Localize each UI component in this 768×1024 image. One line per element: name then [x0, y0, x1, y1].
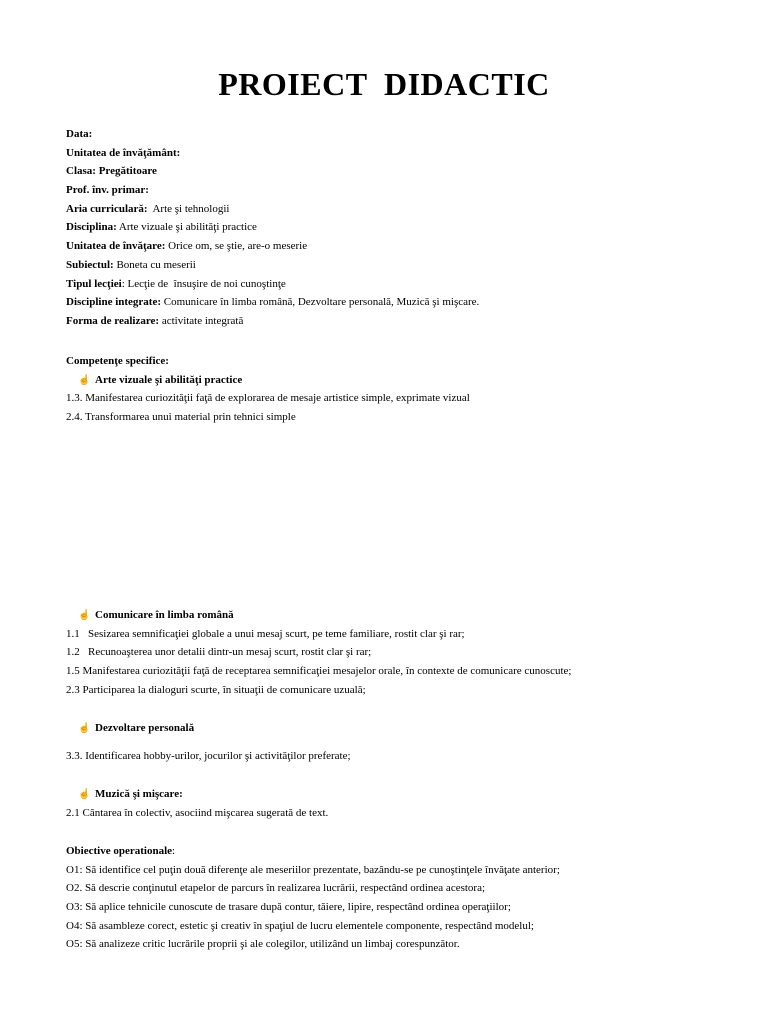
comunicare-section [66, 606, 726, 699]
list-item: 1.1 Sesizarea semnificaţiei globale a unui mesaj scurt, pe teme familiare, rostit clar şi rar; [66, 627, 465, 640]
field-clasa: Clasa: Pregătitoare [66, 165, 157, 178]
pointing-hand-icon: ☝ [78, 374, 91, 386]
field-tipul-lectiei: Tipul lecţiei: Lecţie de însuşire de noi cunoştinţe [66, 277, 286, 290]
comunicare-heading: ☝ Comunicare în limba română [66, 606, 726, 625]
obiective-heading: Obiective operationale: [66, 845, 176, 857]
field-prof: Prof. înv. primar: [66, 184, 149, 197]
page-title: PROIECT DIDACTIC [218, 66, 550, 102]
competente-heading: Competenţe specifice: [66, 355, 169, 367]
dezvoltare-items [66, 747, 726, 766]
field-forma-realizare: Forma de realizare: activitate integrată [66, 314, 244, 327]
muzica-section [66, 785, 726, 822]
field-aria: Aria curriculară: Arte şi tehnologii [66, 202, 230, 215]
competente-section [66, 352, 726, 427]
header-fields [66, 125, 726, 331]
field-subiectul: Subiectul: Boneta cu meserii [66, 258, 196, 271]
field-unitatea: Unitatea de învăţământ: [66, 146, 181, 159]
list-item: O4: Să asambleze corect, estetic şi creativ în spaţiul de lucru elementele componente, respectând modelul; [66, 919, 534, 932]
muzica-heading: ☝ Muzică şi mişcare: [66, 785, 726, 804]
pointing-hand-icon: ☝ [78, 610, 91, 621]
list-item: 2.1 Cântarea în colectiv, asociind mişcarea sugerată de text. [66, 806, 329, 819]
list-item: 2.4. Transformarea unui material prin tehnici simple [66, 411, 296, 424]
list-item: O2. Să descrie conţinutul etapelor de parcurs în realizarea lucrării, respectând ordinea acestora; [66, 882, 486, 895]
list-item: 2.3 Participarea la dialoguri scurte, în situaţii de comunicare uzuală; [66, 683, 366, 696]
list-item: 1.5 Manifestarea curiozităţii faţă de receptarea semnificaţiei mesajelor orale, în contexte de comunicare cunoscute; [66, 665, 572, 678]
list-item: O3: Să aplice tehnicile cunoscute de trasare după contur, tăiere, lipire, respectând ordinea operaţiilor; [66, 901, 511, 914]
field-data: Data: [66, 128, 93, 140]
obiective-section [66, 842, 726, 954]
list-item: 1.2 Recunoaşterea unor detalii dintr-un mesaj scurt, rostit clar şi rar; [66, 646, 372, 659]
list-item: O1: Să identifice cel puţin două diferenţe ale meseriilor prezentate, bazându-se pe cunoştinţele învăţate anterior; [66, 863, 560, 876]
arte-heading: ☝ Arte vizuale şi abilităţi practice [66, 371, 726, 390]
list-item: 3.3. Identificarea hobby-urilor, jocurilor şi activităţilor preferate; [66, 750, 351, 762]
dezvoltare-section [66, 719, 726, 738]
pointing-hand-icon: ☝ [78, 789, 91, 800]
field-disciplina: Disciplina: Arte vizuale şi abilităţi practice [66, 221, 257, 234]
field-unitatea-invatare: Unitatea de învăţare: Orice om, se ştie, are-o meserie [66, 240, 308, 253]
field-discipline-integrate: Discipline integrate: Comunicare în limba română, Dezvoltare personală, Muzică şi mişcare. [66, 296, 480, 309]
pointing-hand-icon: ☝ [78, 723, 91, 734]
dezvoltare-heading: ☝ Dezvoltare personală [66, 719, 726, 738]
list-item: O5: Să analizeze critic lucrările proprii şi ale colegilor, utilizând un limbaj corespunzător. [66, 938, 460, 951]
list-item: 1.3. Manifestarea curiozităţii faţă de explorarea de mesaje artistice simple, exprimate vizual [66, 392, 470, 405]
